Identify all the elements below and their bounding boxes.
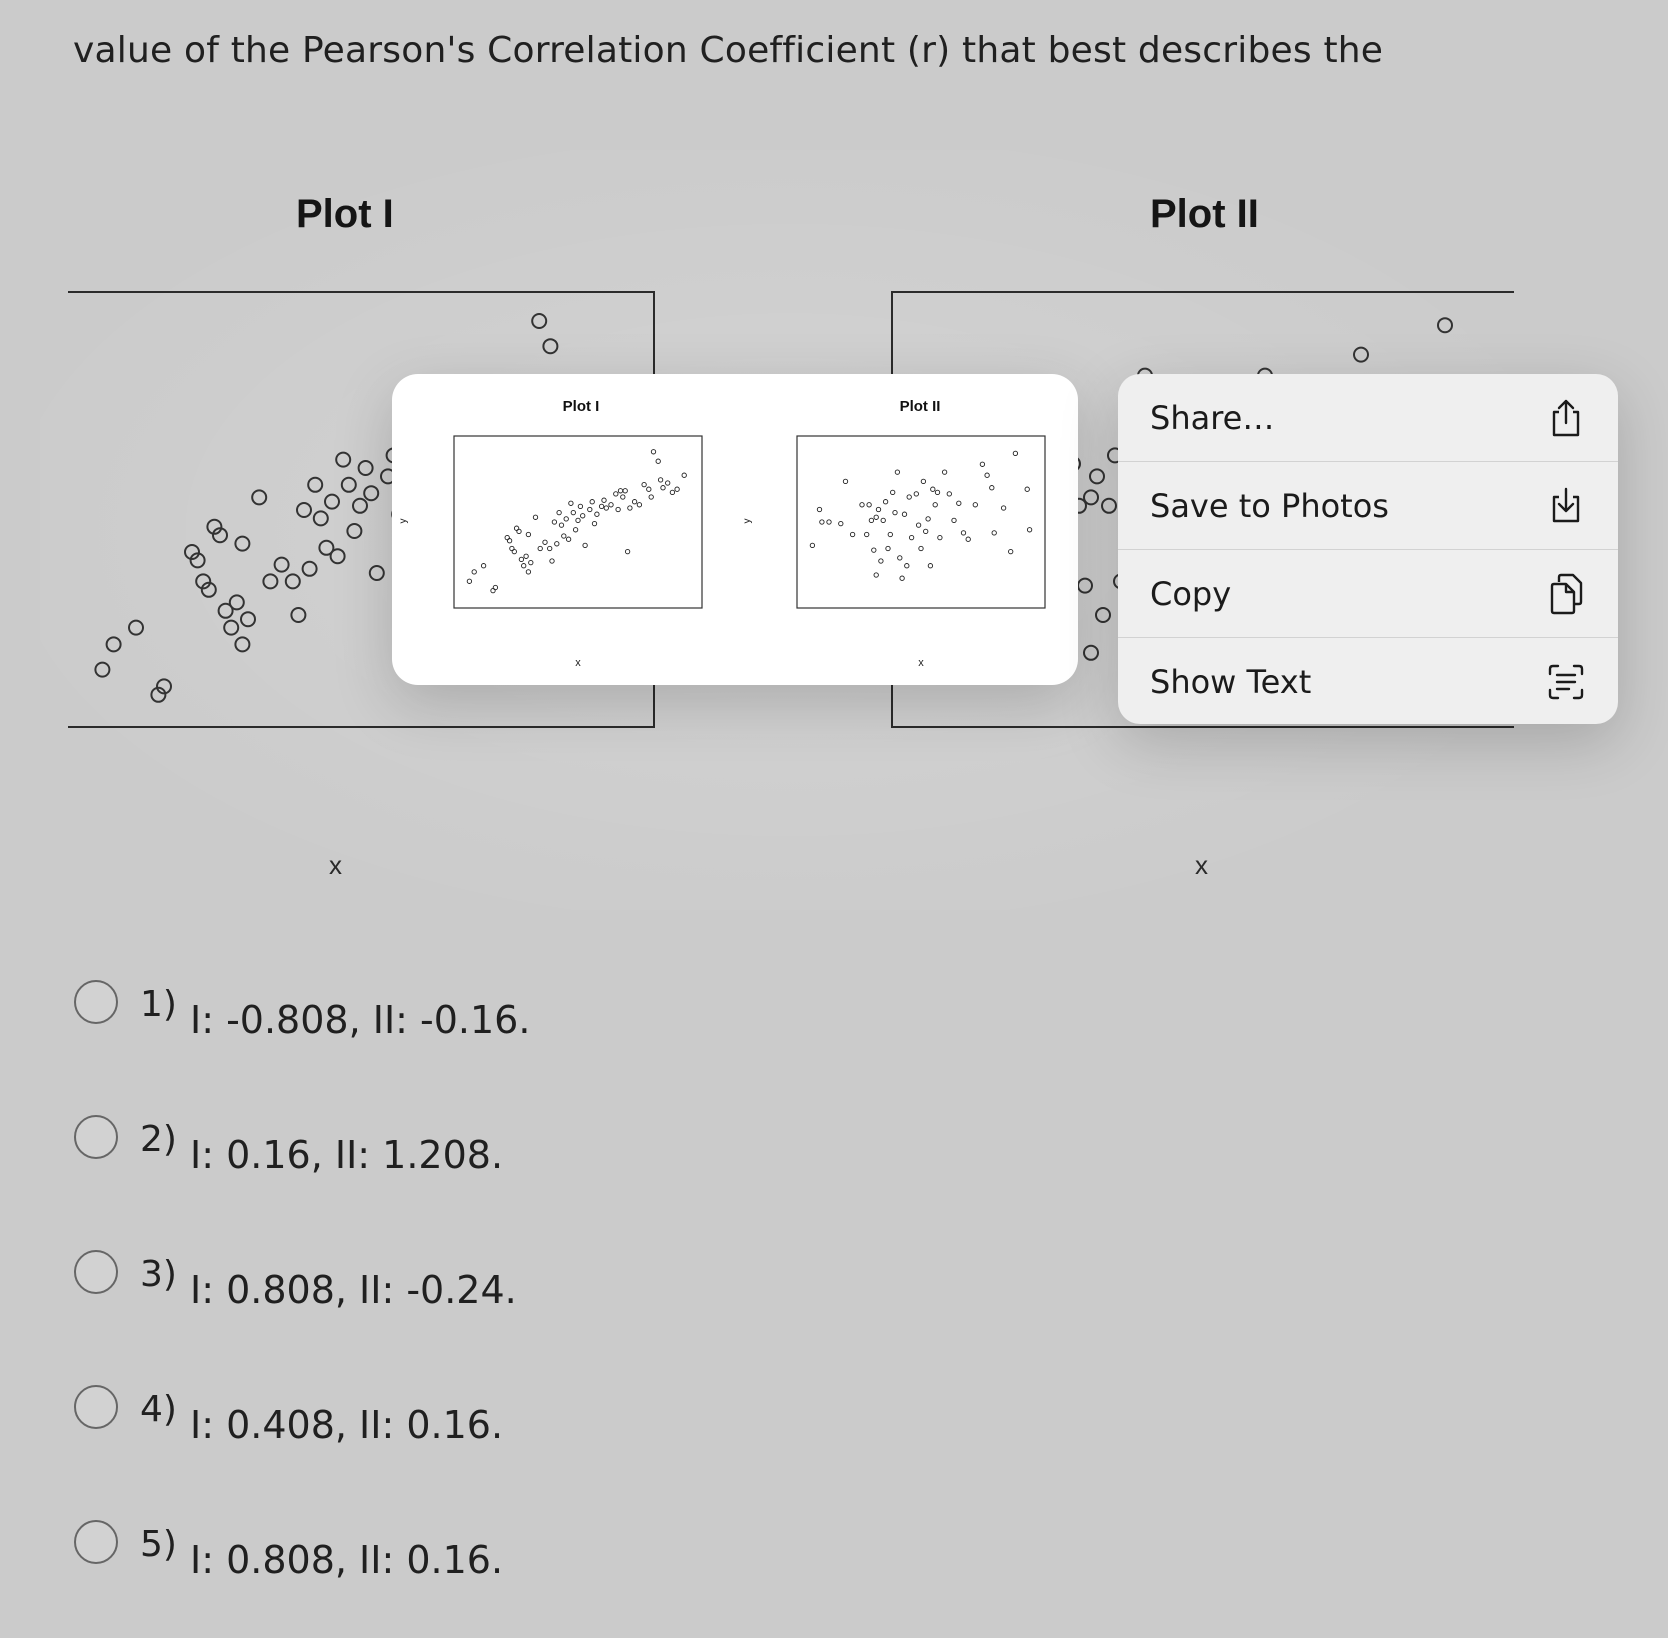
radio-button[interactable] [74,980,118,1024]
preview-plot1-point-11 [517,529,521,533]
menu-item-label: Share… [1150,398,1275,437]
preview-plot2-point-35 [926,517,930,521]
preview-plot2-point-30 [914,492,918,496]
preview-plot1-point-27 [562,534,566,538]
preview-plot1-point-15 [526,570,530,574]
preview-plot1-point-22 [550,559,554,563]
preview-plot2-point-20 [888,532,892,536]
preview-plot2-points [810,451,1032,580]
preview-plot2-point-14 [874,573,878,577]
option-text: I: -0.808, II: -0.16. [190,998,531,1042]
preview-plot1-point-30 [569,501,573,505]
option-text: I: 0.808, II: -0.24. [190,1268,517,1312]
preview-plot1-point-32 [573,528,577,532]
bg-plot2-title: Plot II [1150,192,1259,236]
preview-plot1-point-36 [583,543,587,547]
preview-plot1-point-50 [625,549,629,553]
preview-plot1-point-31 [571,510,575,514]
preview-plot2-point-34 [924,529,928,533]
show-text-icon [1546,662,1586,702]
preview-plot1-point-35 [581,514,585,518]
preview-plot2-point-19 [886,546,890,550]
preview-plot1-point-49 [623,489,627,493]
answer-option-4[interactable] [74,1385,774,1465]
bg-plot1-xlabel: x [329,850,342,880]
preview-plot1-point-46 [616,507,620,511]
preview-plot2-point-7 [850,532,854,536]
preview-plot2-point-37 [931,487,935,491]
preview-plot2-point-10 [867,503,871,507]
preview-plot1-point-20 [543,540,547,544]
preview-plot1-point-13 [522,564,526,568]
preview-plot1-point-16 [526,532,530,536]
radio-button[interactable] [74,1115,118,1159]
save-to-photos-icon [1546,486,1586,526]
option-number: 4) [140,1389,177,1430]
preview-plot2-point-46 [966,537,970,541]
menu-item-label: Copy [1150,574,1232,613]
preview-plot2-ylabel: y [742,518,753,524]
preview-plot1-ylabel: y [398,518,409,524]
preview-plot1-point-34 [578,504,582,508]
preview-plot2-point-29 [909,535,913,539]
preview-plot1-point-40 [595,512,599,516]
preview-plot1-point-37 [588,507,592,511]
preview-plot2-point-32 [919,546,923,550]
preview-plot1-point-23 [552,520,556,524]
preview-plot2-point-26 [902,512,906,516]
preview-plot2-point-12 [872,548,876,552]
preview-plot2-point-40 [938,535,942,539]
answer-option-2[interactable] [74,1115,774,1195]
preview-plot2-point-55 [1025,487,1029,491]
preview-plot2-point-54 [1013,451,1017,455]
preview-plot1-point-39 [592,521,596,525]
preview-plot1-point-19 [538,546,542,550]
preview-plot2-point-28 [907,495,911,499]
option-text: I: 0.16, II: 1.208. [190,1133,504,1177]
preview-plot1-point-7 [507,539,511,543]
preview-plot2-xlabel: x [918,657,924,669]
preview-plot1-point-41 [599,504,603,508]
answer-option-3[interactable] [74,1250,774,1330]
preview-plot1-point-25 [557,510,561,514]
preview-plot2-point-36 [928,564,932,568]
copy-icon [1546,574,1586,614]
preview-plot1-point-33 [576,518,580,522]
radio-button[interactable] [74,1250,118,1294]
image-preview[interactable] [392,374,1078,685]
preview-plot2-point-47 [973,503,977,507]
preview-plot2-point-17 [881,518,885,522]
share-icon [1546,398,1586,438]
option-text: I: 0.808, II: 0.16. [190,1538,504,1582]
preview-plot1-point-44 [609,503,613,507]
preview-plot1-point-48 [621,495,625,499]
preview-plot1-point-38 [590,500,594,504]
preview-plot2-point-2 [817,507,821,511]
preview-plot1-point-18 [533,515,537,519]
menu-item-copy[interactable] [1118,550,1618,638]
preview-plot2-point-31 [916,523,920,527]
menu-item-label: Save to Photos [1150,486,1389,525]
preview-plot2-point-27 [905,564,909,568]
preview-plot2-point-22 [893,510,897,514]
preview-plot2-point-39 [935,490,939,494]
preview-plot2-point-18 [883,500,887,504]
preview-plot1-point-28 [564,517,568,521]
preview-plot1-point-12 [519,557,523,561]
preview-plot2-point-38 [933,503,937,507]
preview-plot2-point-52 [1001,506,1005,510]
radio-button[interactable] [74,1385,118,1429]
preview-plot1-point-26 [559,523,563,527]
preview-plot1-point-51 [628,506,632,510]
preview-plot1-title: Plot I [562,398,600,415]
bg-plot2-xlabel: x [1195,850,1208,880]
option-number: 1) [140,984,177,1025]
option-text: I: 0.408, II: 0.16. [190,1403,504,1447]
preview-plot2-point-48 [980,462,984,466]
preview-plot2-point-16 [879,559,883,563]
menu-item-label: Show Text [1150,663,1312,701]
preview-plot2-point-33 [921,479,925,483]
preview-plot2-point-43 [952,518,956,522]
option-number: 2) [140,1119,177,1160]
preview-plot1-point-54 [642,482,646,486]
preview-plot1-point-61 [666,481,670,485]
preview-plot2-point-41 [942,470,946,474]
radio-button[interactable] [74,1520,118,1564]
preview-plot1-point-21 [548,546,552,550]
preview-plot1-points [467,450,686,593]
preview-plot1-point-14 [524,554,528,558]
preview-plot1-point-43 [604,506,608,510]
preview-plot2-point-6 [843,479,847,483]
preview-plot1-point-17 [529,560,533,564]
preview-plot2-point-24 [898,556,902,560]
answer-option-5[interactable] [74,1520,774,1600]
preview-plot1-frame [454,436,702,608]
preview-plot1-point-52 [632,500,636,504]
preview-plot2-point-45 [961,531,965,535]
option-number: 3) [140,1254,177,1295]
answer-option-1[interactable] [74,980,774,1060]
preview-plot1-point-53 [637,503,641,507]
preview-plot1-point-2 [472,570,476,574]
preview-plot1-point-58 [656,459,660,463]
preview-plot2-point-13 [874,515,878,519]
preview-plot2-point-15 [876,507,880,511]
preview-plot1-point-63 [675,487,679,491]
context-menu [1118,374,1618,724]
preview-plot1-point-57 [651,450,655,454]
preview-plot2-point-9 [865,532,869,536]
preview-plot2-point-50 [990,486,994,490]
preview-plot2-point-51 [992,531,996,535]
preview-plot1-point-42 [602,498,606,502]
preview-plot2-point-56 [1027,528,1031,532]
preview-plot2-point-49 [985,473,989,477]
preview-plot1-point-45 [614,492,618,496]
preview-plot2-title: Plot II [899,398,941,415]
preview-plot2-point-11 [869,518,873,522]
preview-plot1-point-3 [481,564,485,568]
option-number: 5) [140,1524,177,1565]
preview-plot2-point-42 [947,492,951,496]
preview-plot2-point-21 [891,490,895,494]
preview-plot1-point-47 [618,489,622,493]
preview-plot2-point-1 [810,543,814,547]
preview-plot1-point-56 [649,495,653,499]
preview-plot2-point-8 [860,503,864,507]
preview-plot1-point-1 [467,579,471,583]
preview-plot2-point-3 [820,520,824,524]
bg-plot1-title: Plot I [296,192,394,236]
preview-plot1-point-24 [555,542,559,546]
menu-item-share[interactable] [1118,374,1618,462]
preview-plot1-point-55 [647,487,651,491]
preview-plot2-point-23 [895,470,899,474]
preview-plot2-frame [797,436,1045,608]
preview-plot1-point-9 [512,549,516,553]
preview-figure [392,374,1078,685]
preview-plot2-point-5 [839,521,843,525]
preview-plot1-point-59 [658,478,662,482]
preview-plot2-point-44 [957,501,961,505]
preview-plot1-point-5 [493,585,497,589]
menu-item-show-text[interactable] [1118,638,1618,724]
preview-plot1-xlabel: x [575,657,581,669]
preview-plot2-point-53 [1009,549,1013,553]
preview-plot1-point-64 [682,473,686,477]
preview-plot2-point-4 [827,520,831,524]
preview-plot1-point-29 [566,537,570,541]
preview-plot2-point-25 [900,576,904,580]
menu-item-save-to-photos[interactable] [1118,462,1618,550]
preview-plot1-point-62 [670,490,674,494]
question-text: value of the Pearson's Correlation Coefficient (r) that best describes the [73,30,1384,71]
preview-plot1-point-60 [661,486,665,490]
